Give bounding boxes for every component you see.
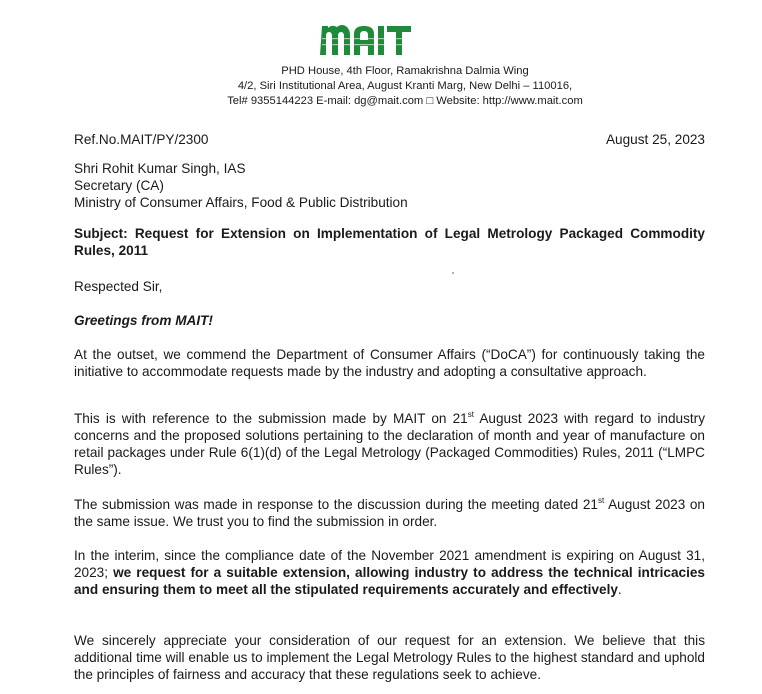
contact-tel-email: Tel# 9355144223 E-mail: dg@mait.com — [227, 95, 424, 107]
ordinal-suffix: st — [597, 496, 605, 505]
paragraph-1: At the outset, we commend the Department of Consumer Affairs (“DoCA”) for continuously taking the initiative to accommodate requests made by the industry and adopting a consultative approach. — [74, 347, 705, 379]
letter-subject: Subject: Request for Extension on Implementation of Legal Metrology Packaged Commodity Rules, 2011 — [74, 226, 705, 258]
salutation: Respected Sir, — [74, 279, 163, 294]
letter-date: August 25, 2023 — [605, 132, 705, 147]
paragraph-2-text-a: This is with reference to the submission made by MAIT on 21 — [74, 411, 468, 426]
contact-website: Website: http://www.mait.com — [436, 95, 583, 107]
letterhead-address-line2: 4/2, Siri Institutional Area, August Kranti Marg, New Delhi – 110016, — [237, 80, 573, 92]
paragraph-2-text-b: August 2023 with regard to industry concerns and the proposed solutions pertaining to the declaration of month and year of manufacture on retail packages under Rule 6(1)(d) of the Legal Metrology (Packaged Commodities) Rules, 2011 (“LMPC Rules”). — [74, 411, 705, 477]
letterhead-contact — [150, 94, 660, 108]
recipient-name: Shri Rohit Kumar Singh, IAS — [74, 161, 246, 176]
recipient-ministry: Ministry of Consumer Affairs, Food & Public Distribution — [74, 195, 408, 210]
paragraph-4-end: . — [617, 582, 622, 597]
ordinal-suffix: st — [467, 410, 474, 419]
reference-number: Ref.No.MAIT/PY/2300 — [74, 132, 209, 147]
paragraph-5: We sincerely appreciate your consideration of our request for an extension. We believe that this additional time will enable us to implement the Legal Metrology Rules to the highest standard and uphold the principles of fairness and accuracy that these regulations seek to achieve. — [74, 633, 705, 682]
paragraph-4 — [74, 547, 705, 598]
paragraph-3-text-b: August 2023 on the same issue. We trust you to find the submission in order. — [74, 497, 705, 529]
paragraph-4-text-a: In the interim, since the compliance date of the November 2021 amendment is expiring on August 31, 2023; — [74, 548, 705, 580]
letterhead-address-line1: PHD House, 4th Floor, Ramakrishna Dalmia Wing — [281, 65, 529, 77]
mait-logo — [320, 18, 414, 58]
paragraph-3 — [74, 496, 705, 530]
recipient-title: Secretary (CA) — [74, 178, 164, 193]
speck — [452, 272, 454, 274]
greeting: Greetings from MAIT! — [74, 313, 213, 328]
paragraph-4-request: we request for a suitable extension, allowing industry to address the technical intricacies and ensuring them to meet all the stipulated requirements accurately and effectively — [74, 565, 705, 597]
paragraph-2 — [74, 410, 705, 478]
contact-separator: □ — [423, 95, 437, 107]
paragraph-3-text-a: The submission was made in response to the discussion during the meeting dated 21 — [74, 497, 598, 512]
